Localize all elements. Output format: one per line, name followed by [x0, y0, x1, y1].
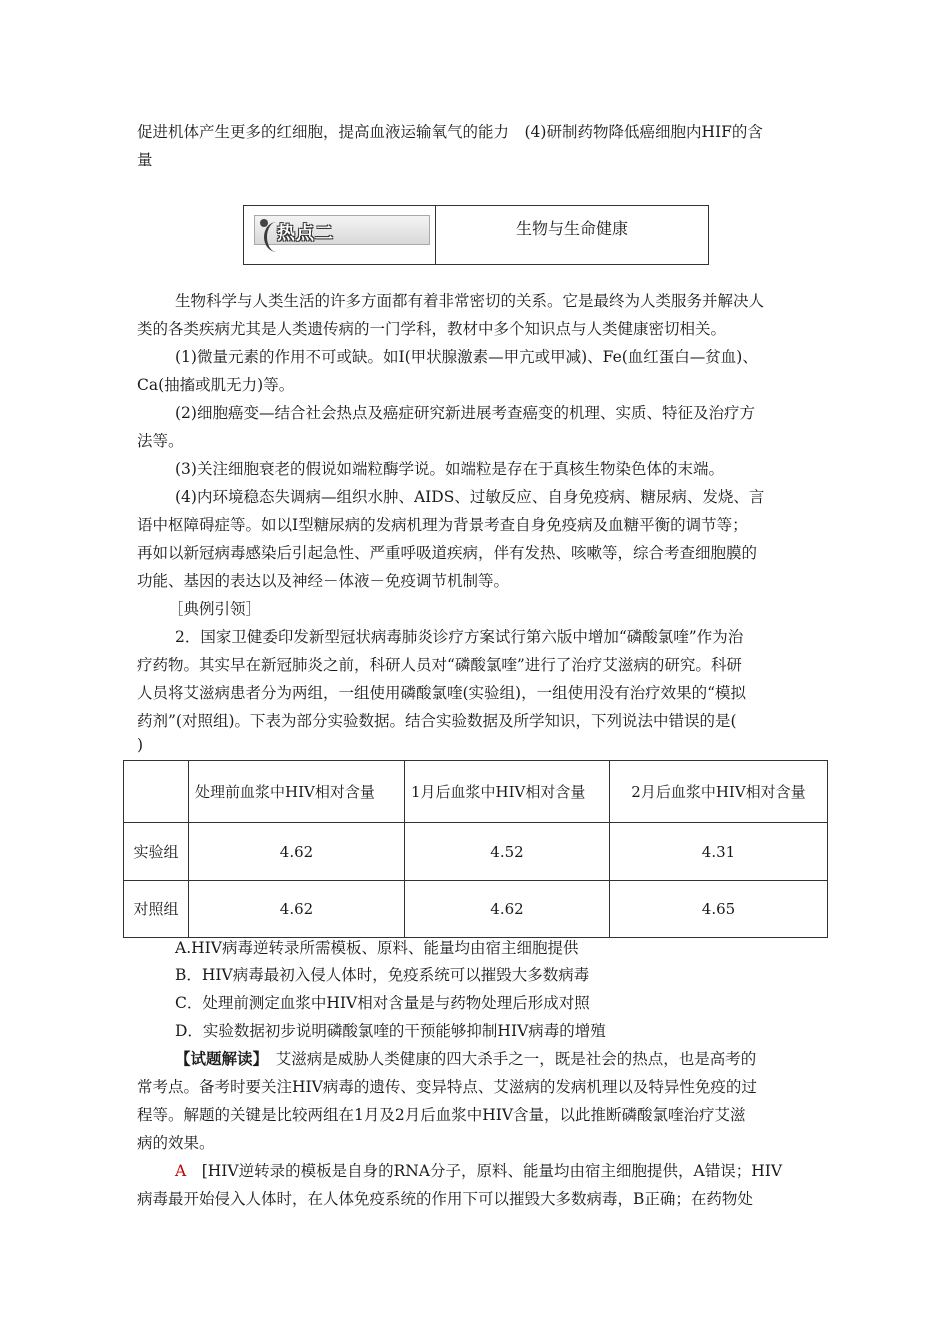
analysis-line: 常考点。备考时要关注HIV病毒的遗传、变异特点、艾滋病的发病机理以及特异性免疫的过 — [137, 1078, 757, 1096]
question-line: 药剂”(对照组)。下表为部分实验数据。结合实验数据及所学知识，下列说法中错误的是( — [137, 712, 737, 730]
intro-line: 法等。 — [137, 432, 184, 450]
intro-line: Ca(抽搐或肌无力)等。 — [137, 376, 295, 394]
option-d: D．实验数据初步说明磷酸氯喹的干预能够抑制HIV病毒的增殖 — [175, 1022, 606, 1040]
table-row — [124, 823, 828, 881]
example-heading: ［典例引领］ — [168, 600, 262, 618]
hotspot-badge-banner — [254, 215, 430, 245]
table-header-row — [124, 761, 828, 823]
table-cell: 4.62 — [405, 881, 610, 938]
analysis-line — [175, 1049, 756, 1069]
table-cell: 4.62 — [189, 823, 405, 881]
intro-line: 生物科学与人类生活的许多方面都有着非常密切的关系。它是最终为人类服务并解决人 — [175, 292, 765, 310]
table-cell: 4.31 — [610, 823, 828, 881]
text-line: 量 — [137, 151, 153, 169]
question-line: 2．国家卫健委印发新型冠状病毒肺炎诊疗方案试行第六版中增加“磷酸氯喹”作为治 — [175, 628, 744, 646]
row-label: 对照组 — [124, 881, 189, 938]
hotspot-badge: 热点二 — [277, 223, 334, 244]
table-cell: 4.65 — [610, 881, 828, 938]
option-a: A.HIV病毒逆转录所需模板、原料、能量均由宿主细胞提供 — [175, 939, 579, 957]
answer-text: [HIV逆转录的模板是自身的RNA分子，原料、能量均由宿主细胞提供，A错误；HIV — [186, 1162, 783, 1180]
row-label: 实验组 — [124, 823, 189, 881]
intro-line: (1)微量元素的作用不可或缺。如Ⅰ(甲状腺激素—甲亢或甲减)、Fe(血红蛋白—贫血)、 — [175, 348, 758, 366]
table-header-cell — [124, 761, 189, 823]
intro-line: 再如以新冠病毒感染后引起急性、严重呼吸道疾病，伴有发热、咳嗽等，综合考查细胞膜的 — [137, 544, 758, 562]
intro-line: 语中枢障碍症等。如以Ⅰ型糖尿病的发病机理为背景考查自身免疫病及血糖平衡的调节等； — [137, 516, 748, 534]
hotspot-header — [243, 205, 709, 265]
answer-line — [175, 1161, 782, 1181]
intro-line: (3)关注细胞衰老的假说如端粒酶学说。如端粒是存在于真核生物染色体的末端。 — [175, 460, 724, 478]
table-cell: 4.62 — [189, 881, 405, 938]
analysis-label: 【试题解读】 — [175, 1049, 261, 1068]
intro-line: (2)细胞癌变—结合社会热点及癌症研究新进展考查癌变的机理、实质、特征及治疗方 — [175, 404, 755, 422]
option-b: B．HIV病毒最初入侵人体时，免疫系统可以摧毁大多数病毒 — [175, 966, 590, 984]
answer-line: 病毒最开始侵入人体时，在人体免疫系统的作用下可以摧毁大多数病毒，B正确；在药物处 — [137, 1190, 753, 1208]
hotspot-title: 生物与生命健康 — [515, 219, 628, 238]
analysis-line: 程等。解题的关键是比较两组在1月及2月后血浆中HIV含量，以此推断磷酸氯喹治疗艾滋 — [137, 1106, 746, 1124]
question-line: 疗药物。其实早在新冠肺炎之前，科研人员对“磷酸氯喹”进行了治疗艾滋病的研究。科研 — [137, 656, 742, 674]
intro-line: (4)内环境稳态失调病—组织水肿、AIDS、过敏反应、自身免疫病、糖尿病、发烧、言 — [175, 488, 765, 506]
option-c: C．处理前测定血浆中HIV相对含量是与药物处理后形成对照 — [175, 994, 590, 1012]
hotspot-badge-cell — [244, 206, 436, 264]
table-header-cell: 2月后血浆中HIV相对含量 — [610, 761, 828, 823]
table-header-cell: 1月后血浆中HIV相对含量 — [405, 761, 610, 823]
intro-line: 功能、基因的表达以及神经－体液－免疫调节机制等。 — [137, 572, 510, 590]
answer-letter: A — [175, 1162, 187, 1180]
data-table — [123, 760, 828, 938]
analysis-text: 艾滋病是威胁人类健康的四大杀手之一，既是社会的热点，也是高考的 — [260, 1050, 757, 1068]
intro-line: 类的各类疾病尤其是人类遗传病的一门学科，教材中多个知识点与人类健康密切相关。 — [137, 320, 727, 338]
text-line: 促进机体产生更多的红细胞，提高血液运输氧气的能力 (4)研制药物降低癌细胞内HIF的含 — [137, 123, 763, 141]
table-cell: 4.52 — [405, 823, 610, 881]
table-row — [124, 881, 828, 938]
question-line: ) — [137, 736, 144, 754]
question-line: 人员将艾滋病患者分为两组，一组使用磷酸氯喹(实验组)，一组使用没有治疗效果的“模拟 — [137, 684, 747, 702]
table-header-cell: 处理前血浆中HIV相对含量 — [189, 761, 405, 823]
analysis-line: 病的效果。 — [137, 1134, 215, 1152]
